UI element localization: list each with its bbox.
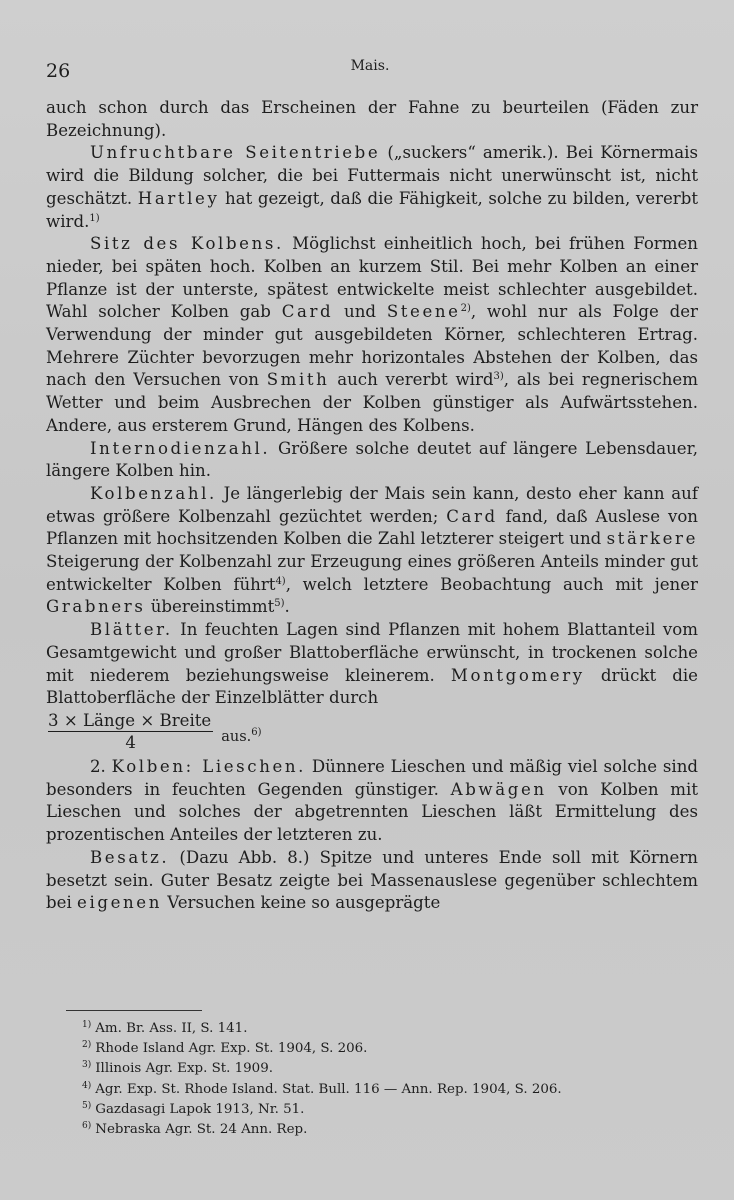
running-title: Mais. [350, 58, 390, 74]
footnote-4: $^{4)}$ Agr. Exp. St. Rhode Island. Stat. Bull. 116 — Ann. Rep. 1904, S. 206. [82, 1080, 562, 1097]
term-heading: Unfruchtbare Seitentriebe [90, 143, 381, 163]
author-name: Grabners [46, 597, 146, 617]
footnote-ref: 1) [89, 212, 100, 224]
footnote-1: $^{1)}$ Am. Br. Ass. II, S. 141. [82, 1020, 248, 1036]
paragraph-1: auch schon durch das Erscheinen der Fahne zu beurteilen (Fäden zur Bezeichnung). [46, 98, 698, 140]
formula-fraction [48, 711, 213, 754]
paragraph-besatz: Besatz. (Dazu Abb. 8.) Spitze und unteres Ende soll mit Körnern besetzt sein. Guter Besatz zeigte bei Massenauslese gegenüber schlechtem bei eigenen Versuchen keine so ausgeprägte [46, 847, 698, 913]
author-name: Montgomery [450, 665, 585, 685]
term-heading: Kolben: Lieschen. [111, 756, 307, 776]
page-number: 26 [46, 60, 71, 82]
term-heading: Kolbenzahl. [90, 483, 217, 503]
formula-tail: aus.$^{6)}$ [221, 726, 262, 745]
footnotes [82, 1017, 702, 1138]
footnote-5: $^{5)}$ Gazdasagi Lapok 1913, Nr. 51. [82, 1100, 305, 1117]
author-name: Smith [266, 370, 330, 390]
footnote-6: $^{6)}$ Nebraska Agr. St. 24 Ann. Rep. [82, 1121, 308, 1138]
paragraph-unfruchtbare-seitentriebe: Unfruchtbare Seitentriebe („suckers“ amerik.). Bei Körnermais wird die Bildung solcher, die bei Futtermais nicht unerwünscht ist, nicht geschätzt. Hartley hat gezeigt, daß die Fähigkeit, solche zu bilden, vererbt wird.$^{1)}$ [46, 143, 698, 231]
footnote-3: $^{3)}$ Illinois Agr. Exp. St. 1909. [82, 1060, 273, 1077]
term-heading: Internodienzahl. [90, 438, 271, 458]
emphasis: stärkere [606, 529, 698, 549]
footnote-ref: 2) [460, 303, 471, 315]
footnote-divider [66, 1010, 202, 1011]
author-name: Card [446, 506, 498, 526]
footnote-ref: 6) [251, 726, 262, 738]
footnote-ref: 4) [275, 575, 286, 587]
formula-numerator: 3 × Länge × Breite [48, 711, 212, 731]
author-name: Steene [386, 302, 461, 322]
term-heading: Blätter. [90, 620, 173, 640]
footnote-ref: 5) [274, 598, 285, 610]
author-name: Card [281, 302, 334, 322]
emphasis: Abwägen [450, 779, 547, 799]
body-text [46, 97, 698, 915]
term-heading: Besatz. [90, 847, 170, 867]
paragraph-kolben-lieschen: 2. Kolben: Lieschen. Dünnere Lieschen und mäßig viel solche sind besonders in feuchten Gegenden günstiger. Abwägen von Kolben mit Lieschen und solches der abgetrennten Lieschen läßt Ermittelung des prozentischen Anteiles der letzteren zu. [46, 756, 699, 845]
footnote-2: $^{2)}$ Rhode Island Agr. Exp. St. 1904, S. 206. [82, 1040, 368, 1057]
section-number: 2. [90, 756, 112, 776]
emphasis: eigenen [77, 893, 162, 913]
footnote-ref: 3) [493, 371, 504, 383]
paragraph-kolbenzahl: Kolbenzahl. Je längerlebig der Mais sein kann, desto eher kann auf etwas größere Kolbenzahl gezüchtet werden; Card fand, daß Auslese von Pflanzen mit hochsitzenden Kolben die Zahl letzterer steigert und stärkere Steigerung der Kolbenzahl zur Erzeugung eines größeren Anteils minder gut entwickelter Kolben führt$^{4)}$, welch letztere Beobachtung auch mit jener Grabners übereinstimmt$^{5)}$. [46, 483, 698, 617]
formula-denominator: 4 [125, 733, 136, 753]
page-header [42, 52, 698, 82]
leaf-area-formula [48, 710, 698, 756]
paragraph-internodienzahl: Internodienzahl. Größere solche deutet auf längere Lebensdauer, längere Kolben hin. [46, 438, 698, 481]
author-name: Hartley [137, 188, 220, 208]
term-heading: Sitz des Kolbens. [90, 234, 284, 254]
paragraph-blaetter: Blätter. In feuchten Lagen sind Pflanzen mit hohem Blattanteil vom Gesamtgewicht und großer Blattoberfläche erwünscht, in trockenen solche mit niederem beziehungsweise kleinerem. Montgomery drückt die Blattoberfläche der Einzelblätter durch [46, 620, 698, 708]
paragraph-sitz-des-kolbens: Sitz des Kolbens. Möglichst einheitlich hoch, bei frühen Formen nieder, bei späten hoch. Kolben an kurzem Stil. Bei mehr Kolben an einer Pflanze ist der unterste, spätest entwickelte meist schlechter ausgebildet. Wahl solcher Kolben gab Card und Steene$^{2)}$, wohl nur als Folge der Verwendung der minder gut ausgebildeten Körner, schlechteren Ertrag. Mehrere Züchter bevorzugen mehr horizontales Abstehen der Kolben, das nach den Versuchen von Smith auch vererbt wird$^{3)}$, als bei regnerischem Wetter und beim Ausbrechen der Kolben günstiger als Aufwärtsstehen. Andere, aus ersterem Grund, Hängen des Kolbens. [46, 234, 698, 435]
